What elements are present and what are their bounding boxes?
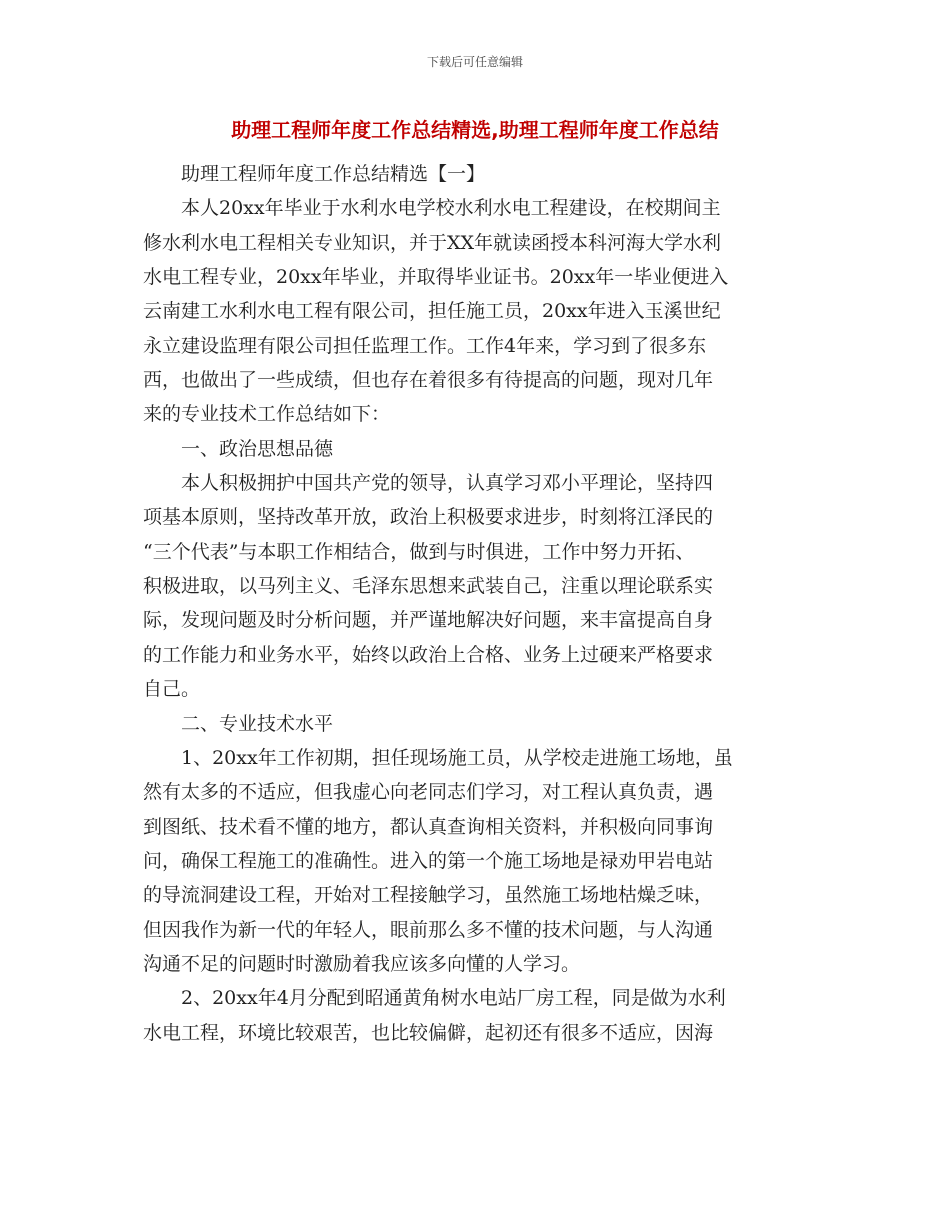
text-line: 本人积极拥护中国共产党的领导，认真学习邓小平理论，坚持四: [143, 472, 714, 495]
text-line: 自己。: [143, 678, 201, 701]
text-line: 本人20xx年毕业于水利水电学校水利水电工程建设，在校期间主: [143, 197, 721, 220]
text-line: 云南建工水利水电工程有限公司，担任施工员，20xx年进入玉溪世纪: [143, 300, 721, 323]
text-line: 水电工程专业，20xx年毕业，并取得毕业证书。20xx年一毕业便进入: [143, 266, 729, 289]
text-line: 际，发现问题及时分析问题，并严谨地解决好问题，来丰富提高自身: [143, 609, 714, 632]
text-line: 2、20xx年4月分配到昭通黄角树水电站厂房工程，同是做为水利: [143, 987, 726, 1010]
header-note: 下载后可任意编辑: [426, 55, 523, 69]
text-line: 水电工程，环境比较艰苦，也比较偏僻，起初还有很多不适应，因海: [143, 1021, 714, 1044]
text-line: 的导流洞建设工程，开始对工程接触学习，虽然施工场地枯燥乏味，: [143, 884, 714, 907]
text-line: 的工作能力和业务水平，始终以政治上合格、业务上过硬来严格要求: [143, 643, 714, 666]
document-title: 助理工程师年度工作总结精选,助理工程师年度工作总结: [231, 118, 719, 142]
text-line: 项基本原则，坚持改革开放，政治上积极要求进步，时刻将江泽民的: [143, 506, 714, 529]
text-line: 一、政治思想品德: [143, 437, 334, 460]
text-line: 积极进取，以马列主义、毛泽东思想来武装自己，注重以理论联系实: [143, 575, 714, 598]
document-body: [143, 157, 811, 1050]
text-line: 但因我作为新一代的年轻人，眼前那么多不懂的技术问题，与人沟通: [143, 918, 714, 941]
text-line: 西，也做出了一些成绩，但也存在着很多有待提高的问题，现对几年: [143, 369, 714, 392]
text-line: 助理工程师年度工作总结精选【一】: [143, 163, 486, 185]
text-line: 然有太多的不适应，但我虚心向老同志们学习，对工程认真负责，遇: [143, 781, 714, 804]
text-line: 沟通不足的问题时时激励着我应该多向懂的人学习。: [143, 952, 581, 975]
text-line: 来的专业技术工作总结如下：: [143, 403, 391, 426]
text-line: 问，确保工程施工的准确性。进入的第一个施工场地是禄劝甲岩电站: [143, 849, 714, 872]
text-line: 二、专业技术水平: [143, 712, 334, 735]
text-line: 永立建设监理有限公司担任监理工作。工作4年来，学习到了很多东: [143, 334, 707, 357]
text-line: “三个代表”与本职工作相结合，做到与时俱进，工作中努力开拓、: [143, 540, 695, 563]
text-line: 1、20xx年工作初期，担任现场施工员，从学校走进施工场地，虽: [143, 746, 733, 769]
text-line: 修水利水电工程相关专业知识，并于XX年就读函授本科河海大学水利: [143, 231, 722, 254]
text-line: 到图纸、技术看不懂的地方，都认真查询相关资料，并积极向同事询: [143, 815, 714, 838]
